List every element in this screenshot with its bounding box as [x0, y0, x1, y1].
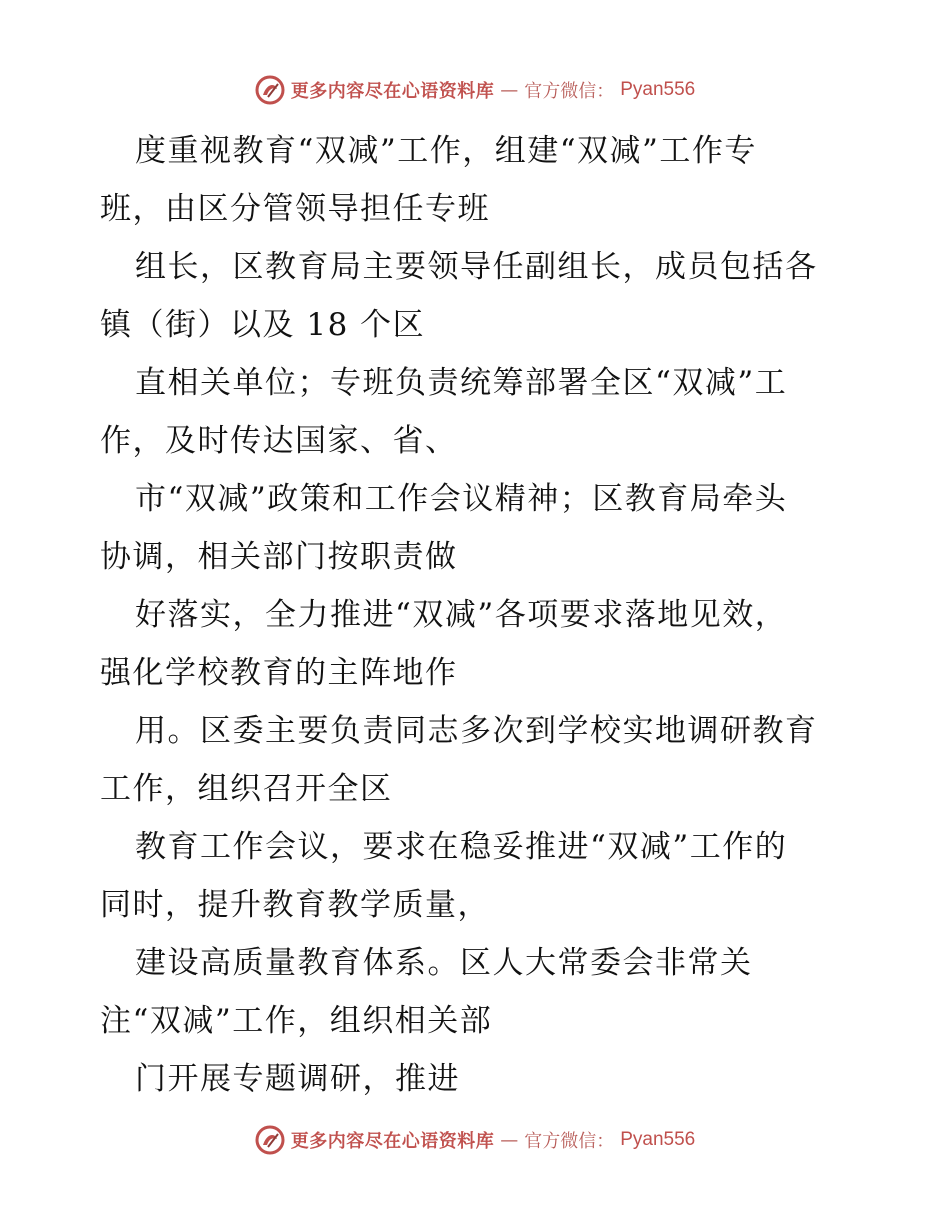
text-line: 协调，相关部门按职责做 — [100, 539, 458, 575]
banner-wechat-label: 官方微信： — [524, 1131, 615, 1152]
text-line: 镇（街）以及 18 个区 — [100, 307, 426, 343]
banner-separator: — — [500, 79, 519, 101]
text-line: 建设高质量教育体系。区人大常委会非常关 — [135, 945, 753, 981]
text-line: 强化学校教育的主阵地作 — [100, 655, 458, 691]
text-line: 注“双减”工作，组织相关部 — [100, 1003, 493, 1039]
text-line: 门开展专题调研，推进 — [135, 1061, 460, 1097]
text-line: 组长，区教育局主要领导任副组长，成员包括各 — [135, 249, 818, 285]
header-watermark-banner — [0, 70, 950, 110]
banner-brand-text: 更多内容尽在心语资料库 — [290, 81, 495, 102]
red-swirl-logo-icon — [255, 1125, 285, 1155]
text-line: 工作，组织召开全区 — [100, 771, 393, 807]
banner-wechat-label: 官方微信： — [524, 81, 615, 102]
banner-separator: — — [500, 1129, 519, 1151]
text-line: 度重视教育“双减”工作，组建“双减”工作专 — [135, 133, 757, 169]
banner-wechat-id: Pyan556 — [620, 1129, 696, 1150]
text-line: 直相关单位；专班负责统筹部署全区“双减”工 — [135, 365, 788, 401]
text-line: 市“双减”政策和工作会议精神；区教育局牵头 — [135, 481, 788, 517]
banner-wechat-id: Pyan556 — [620, 79, 696, 100]
footer-watermark-banner — [0, 1120, 950, 1160]
document-body — [100, 122, 860, 1108]
banner-brand-text: 更多内容尽在心语资料库 — [290, 1131, 495, 1152]
text-line: 教育工作会议，要求在稳妥推进“双减”工作的 — [135, 829, 788, 865]
red-swirl-logo-icon — [255, 75, 285, 105]
text-line: 作，及时传达国家、省、 — [100, 423, 458, 459]
text-line: 好落实，全力推进“双减”各项要求落地见效， — [135, 597, 788, 633]
text-line: 班，由区分管领导担任专班 — [100, 191, 490, 227]
text-line: 用。区委主要负责同志多次到学校实地调研教育 — [135, 713, 818, 749]
text-line: 同时，提升教育教学质量， — [100, 887, 490, 923]
